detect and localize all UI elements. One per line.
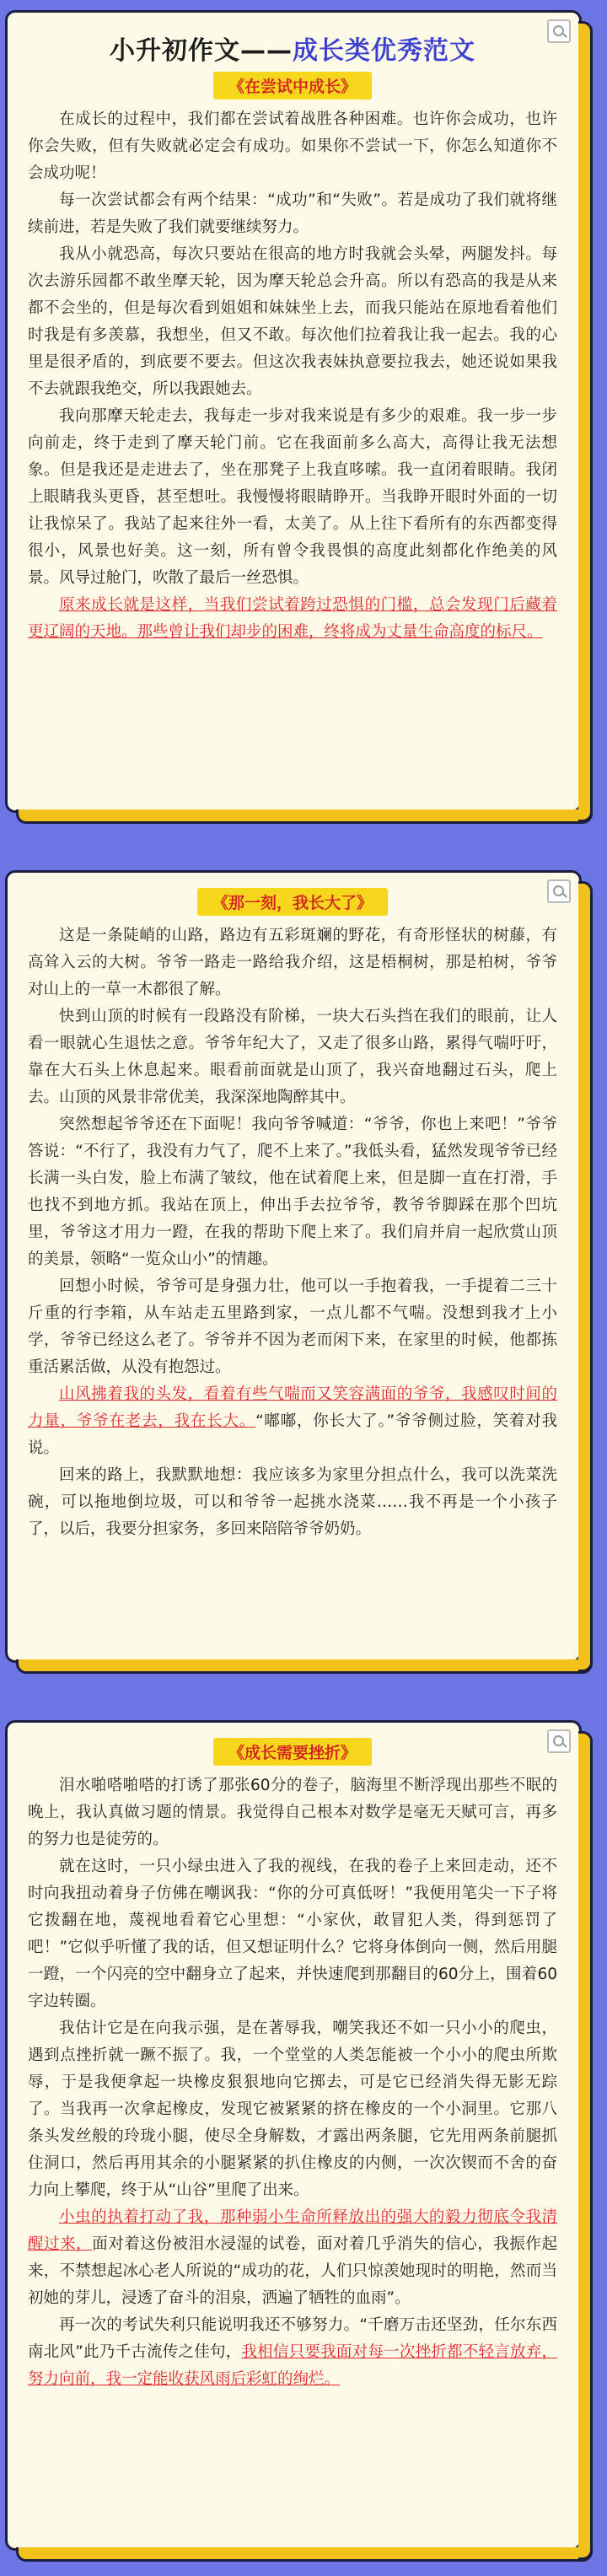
zoom-icon[interactable] [547,1729,571,1753]
paragraph-text: 回来的路上，我默默地想：我应该多为家里分担点什么，我可以洗菜洗碗，可以拖地倒垃圾，可以和爷爷一起挑水浇菜……我不再是一个小孩子了，以后，我要分担家务，多回来陪陪爷爷奶奶。 [28,1466,557,1538]
essay-body [28,106,557,646]
highlighted-sentence: 我相信只要我面对每一次挫折都不轻言放弃，努力向前，我一定能收获风雨后彩虹的绚烂。 [28,2343,557,2388]
highlighted-sentence: 小虫的执着打动了我，那种弱小生命所释放出的强大的毅力彻底令我清醒过来， [28,2208,557,2253]
essay-card-3 [5,1720,582,2551]
paragraph-text: 我从小就恐高，每次只要站在很高的地方时我就会头晕，两腿发抖。每次去游乐园都不敢坐摩天轮，因为摩天轮总会升高。所以有恐高的我是从来都不会坐的，但是每次看到姐姐和妹妹坐上去，而我只能站在原地看着他们时我是有多羡慕，我想坐，但又不敢。每次他们拉着我让我一起去。我的心里是很矛盾的，到底要不要去。但这次我表妹执意要拉我去，她还说如果我不去就跟我绝交，所以我跟她去。 [28,245,557,398]
essay-paragraph [28,2312,557,2393]
essay-body [28,1772,557,2393]
essay-paragraph [28,1003,557,1111]
page-title-part2: 成长类优秀范文 [293,36,475,66]
paragraph-text: 在成长的过程中，我们都在尝试着战胜各种困难。也许你会成功，也许你会失败，但有失败就必定会有成功。如果你不尝试一下，你怎么知道你不会成功呢！ [28,110,557,182]
essay-paragraph [28,403,557,592]
essay-paragraph [28,592,557,646]
paragraph-text: 我估计它是在向我示强，是在著辱我，嘲笑我还不如一只小小的爬虫，遇到点挫折就一蹶不振了。我，一个堂堂的人类怎能被一个小小的爬虫所欺辱，于是我便拿起一块橡皮狠狠地向它掷去，可是它已经消失得无影无踪了。当我再一次拿起橡皮，发现它被紧紧的挤在橡皮的一个小洞里。它那八条头发丝般的玲珑小腿，使尽全身解数，才露出两条腿，它先用两条前腿抓住洞口，然后再用其余的小腿紧紧的扒住橡皮的内侧，一次次锲而不舍的奋力向上攀爬，终于从“山谷”里爬了出来。 [28,2019,557,2199]
paragraph-text: “嘟嘟，你长大了。”爷爷侧过脸，笑着对我说。 [28,1412,557,1457]
essay-body [28,922,557,1543]
essay-paragraph [28,2204,557,2312]
essay-paragraph [28,1111,557,1273]
essay-paragraph [28,1273,557,1381]
paragraph-text: 就在这时，一只小绿虫进入了我的视线，在我的卷子上来回走动，还不时向我扭动着身子仿佛在嘲讽我：“你的分可真低呀！”我便用笔尖一下子将它拨翻在地，蔑视地看着它心里想：“小家伙，敢冒犯人类，得到惩罚了吧！”它似乎听懂了我的话，但又想证明什么？它将身体倒向一侧，然后用腿一蹬，一个闪亮的空中翻身立了起来，并快速爬到那翻目的60分上，围着60字边转圈。 [28,1858,557,2010]
essay-paragraph [28,106,557,187]
page-title [28,30,557,67]
essay-card-1 [5,10,582,813]
paragraph-text: 再一次的考试失利只能说明我还不够努力。“千磨万击还坚劲，任尔东西南北风”此乃千古流传之佳句， [28,2316,557,2361]
paragraph-text: 突然想起爷爷还在下面呢！我向爷爷喊道：“爷爷，你也上来吧！”爷爷答说：“不行了，我没有力气了，爬不上来了。”我低头看，猛然发现爷爷已经长满一头白发，脸上布满了皱纹，他在试着爬上来，但是脚一直在打滑，手也找不到地方抓。我站在顶上，伸出手去拉爷爷，教爷爷脚踩在那个凹坑里，爷爷这才用力一蹬，在我的帮助下爬上来了。我们肩并肩一起欣赏山顶的美景，领略“一览众山小”的情趣。 [28,1116,557,1268]
essay-paragraph [28,187,557,241]
paragraph-text: 每一次尝试都会有两个结果：“成功”和“失败”。若是成功了我们就将继续前进，若是失败了我们就要继续努力。 [28,191,557,236]
essay-paragraph [28,1772,557,1853]
highlighted-sentence: 原来成长就是这样，当我们尝试着跨过恐惧的门槛，总会发现门后藏着更辽阔的天地。那些曾让我们却步的困难，终将成为丈量生命高度的标尺。 [28,596,557,641]
paragraph-text: 快到山顶的时候有一段路没有阶梯，一块大石头挡在我们的眼前，让人看一眼就心生退怯之意。爷爷年纪大了，又走了很多山路，累得气喘吁吁，靠在大石头上休息起来。眼看前面就是山顶了，我兴奋地翻过石头，爬上去。山顶的风景非常优美，我深深地陶醉其中。 [28,1008,557,1106]
essay-paragraph [28,2015,557,2204]
zoom-icon[interactable] [547,19,571,43]
essay-paragraph [28,1462,557,1543]
essay-paragraph [28,1853,557,2015]
essay-paragraph [28,1381,557,1462]
paragraph-text: 回想小时候，爷爷可是身强力壮，他可以一手抱着我，一手提着二三十斤重的行李箱，从车站走五里路到家，一点儿都不气喘。没想到我才上小学，爷爷已经这么老了。爷爷并不因为老而闲下来，在家里的时候，他都拣重活累活做，从没有抱怨过。 [28,1277,557,1376]
essay-title: 《在尝试中成长》 [213,72,372,99]
highlighted-sentence: 山风拂着我的头发，看着有些气喘而又笑容满面的爷爷，我感叹时间的力量，爷爷在老去，我在长大。 [28,1385,557,1430]
essay-title: 《那一刻，我长大了》 [197,888,388,916]
essay-paragraph [28,922,557,1003]
paragraph-text: 泪水啪嗒啪嗒的打诱了那张60分的卷子，脑海里不断浮现出那些不眠的晚上，我认真做习题的情景。我觉得自己根本对数学是毫无天赋可言，再多的努力也是徒劳的。 [28,1777,557,1848]
essay-title: 《成长需要挫折》 [213,1738,372,1766]
essay-paragraph [28,241,557,403]
paragraph-text: 面对着这份被泪水浸湿的试卷，面对着几乎消失的信心，我振作起来，不禁想起冰心老人所说的“成功的花，人们只惊羡她现时的明艳，然而当初她的芽儿，浸透了奋斗的泪泉，洒遍了牺牲的血雨”。 [28,2235,557,2307]
paragraph-text: 我向那摩天轮走去，我每走一步对我来说是有多少的艰难。我一步一步向前走，终于走到了摩天轮门前。它在我面前多么高大，高得让我无法想象。但是我还是走进去了，坐在那凳子上我直哆嗦。我一直闭着眼睛。我闭上眼睛我头更昏，甚至想吐。我慢慢将眼睛睁开。当我睁开眼时外面的一切让我惊呆了。我站了起来往外一看，太美了。从上往下看所有的东西都变得很小，风景也好美。这一刻，所有曾令我畏惧的高度此刻都化作绝美的风景。风导过舱门，吹散了最后一丝恐惧。 [28,407,557,587]
paragraph-text: 这是一条陡峭的山路，路边有五彩斑斓的野花，有奇形怪状的树藤，有高耸入云的大树。爷爷一路走一路给我介绍，这是梧桐树，那是柏树，爷爷对山上的一草一木都很了解。 [28,927,557,998]
essay-card-2 [5,870,582,1663]
page-title-part1: 小升初作文—— [110,36,293,66]
zoom-icon[interactable] [547,879,571,903]
